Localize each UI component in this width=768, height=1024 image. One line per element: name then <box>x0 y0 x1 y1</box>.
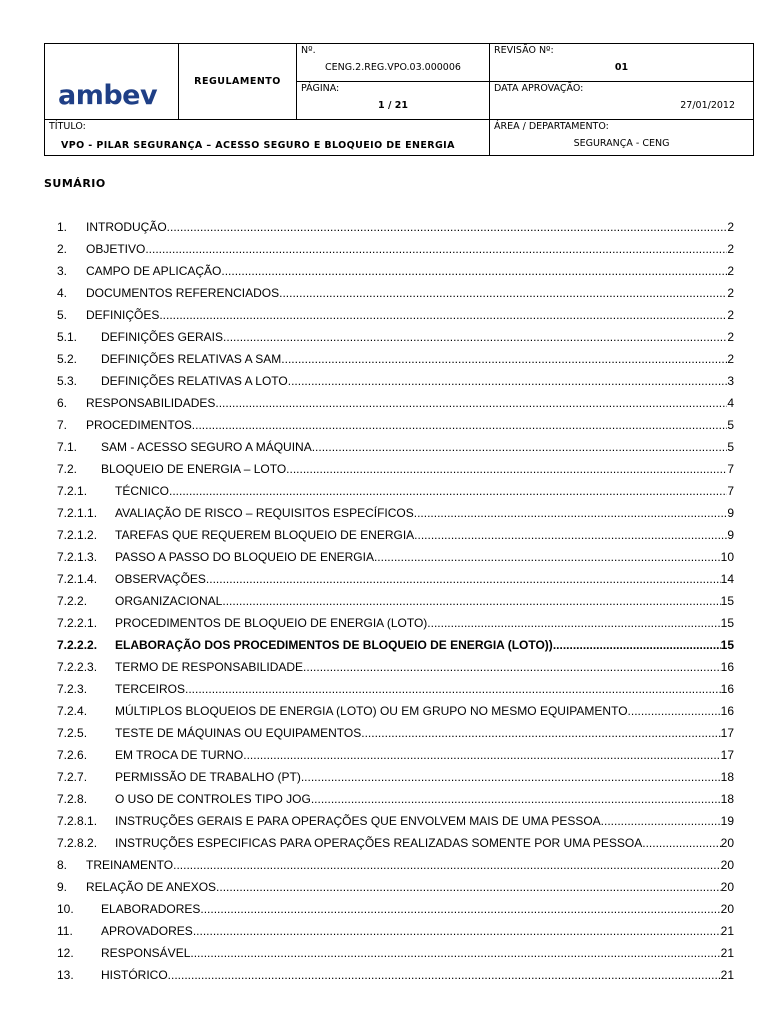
toc-entry[interactable] <box>57 744 734 766</box>
toc-label: RELAÇÃO DE ANEXOS <box>86 880 217 894</box>
toc-leader-dots <box>173 854 721 876</box>
toc-leader-dots <box>216 876 721 898</box>
toc-page-number: 16 <box>720 682 734 696</box>
toc-leader-dots <box>159 304 727 326</box>
toc-page-number: 21 <box>720 924 734 938</box>
logo-cell <box>45 44 179 120</box>
toc-page-number: 3 <box>727 374 734 388</box>
toc-page-number: 2 <box>727 242 734 256</box>
toc-label: AVALIAÇÃO DE RISCO – REQUISITOS ESPECÍFICOS <box>115 506 414 520</box>
toc-entry[interactable] <box>57 832 734 854</box>
toc-page-number: 20 <box>720 858 734 872</box>
toc-number: 8. <box>57 858 68 872</box>
toc-label: DEFINIÇÕES GERAIS <box>101 330 224 344</box>
toc-page-number: 2 <box>727 286 734 300</box>
toc-leader-dots <box>222 590 720 612</box>
toc-label: RESPONSABILIDADES <box>86 396 216 410</box>
toc-number: 2. <box>57 242 68 256</box>
number-cell <box>297 44 490 82</box>
toc-page-number: 18 <box>720 770 734 784</box>
toc-leader-dots <box>286 458 727 480</box>
toc-leader-dots <box>301 766 721 788</box>
toc-page-number: 2 <box>727 220 734 234</box>
toc-number: 7.2.8.2. <box>57 836 98 850</box>
toc-label: ELABORAÇÃO DOS PROCEDIMENTOS DE BLOQUEIO DE ENERGIA (LOTO)) <box>115 638 553 652</box>
area-label: ÁREA / DEPARTAMENTO: <box>494 121 609 132</box>
toc-page-number: 4 <box>727 396 734 410</box>
summary-heading: SUMÁRIO <box>44 177 106 190</box>
toc-entry[interactable] <box>57 414 734 436</box>
toc-label: PASSO A PASSO DO BLOQUEIO DE ENERGIA <box>115 550 374 564</box>
toc-entry[interactable] <box>57 612 734 634</box>
toc-leader-dots <box>361 722 720 744</box>
toc-leader-dots <box>215 392 727 414</box>
toc-page-number: 10 <box>720 550 734 564</box>
toc-entry[interactable] <box>57 634 734 656</box>
toc-leader-dots <box>553 634 721 656</box>
toc-label: TERCEIROS <box>115 682 186 696</box>
toc-number: 7.2.2.3. <box>57 660 98 674</box>
title-label: TÍTULO: <box>49 121 86 132</box>
area-value: SEGURANÇA - CENG <box>573 138 670 149</box>
toc-leader-dots <box>374 546 721 568</box>
toc-label: DOCUMENTOS REFERENCIADOS <box>86 286 280 300</box>
toc-number: 4. <box>57 286 68 300</box>
toc-entry[interactable] <box>57 502 734 524</box>
document-type: REGULAMENTO <box>179 44 297 120</box>
toc-number: 7.2.8. <box>57 792 88 806</box>
toc-leader-dots <box>223 326 727 348</box>
toc-page-number: 21 <box>720 968 734 982</box>
toc-entry[interactable] <box>57 722 734 744</box>
toc-number: 7.2.4. <box>57 704 88 718</box>
toc-label: APROVADORES <box>101 924 193 938</box>
toc-page-number: 16 <box>720 660 734 674</box>
toc-page-number: 17 <box>720 748 734 762</box>
toc-number: 9. <box>57 880 68 894</box>
toc-label: O USO DE CONTROLES TIPO JOG <box>115 792 311 806</box>
number-value: CENG.2.REG.VPO.03.000006 <box>325 62 461 73</box>
toc-entry[interactable] <box>57 260 734 282</box>
toc-label: EM TROCA DE TURNO <box>115 748 244 762</box>
toc-number: 7.1. <box>57 440 78 454</box>
approval-value: 27/01/2012 <box>680 100 735 111</box>
toc-entry[interactable] <box>57 942 734 964</box>
toc-entry[interactable] <box>57 524 734 546</box>
toc-label: TESTE DE MÁQUINAS OU EQUIPAMENTOS <box>115 726 362 740</box>
toc-page-number: 15 <box>720 616 734 630</box>
toc-page-number: 7 <box>727 484 734 498</box>
toc-page-number: 5 <box>727 440 734 454</box>
toc-label: CAMPO DE APLICAÇÃO <box>86 264 222 278</box>
toc-entry[interactable] <box>57 436 734 458</box>
toc-label: HISTÓRICO <box>101 968 168 982</box>
toc-entry[interactable] <box>57 458 734 480</box>
toc-label: INSTRUÇÕES ESPECIFICAS PARA OPERAÇÕES REALIZADAS SOMENTE POR UMA PESSOA <box>115 836 643 850</box>
toc-entry[interactable] <box>57 370 734 392</box>
toc-page-number: 18 <box>720 792 734 806</box>
toc-number: 7.2.7. <box>57 770 88 784</box>
toc-number: 7.2.8.1. <box>57 814 98 828</box>
toc-entry[interactable] <box>57 700 734 722</box>
toc-leader-dots <box>221 260 727 282</box>
revision-value: 01 <box>614 62 629 73</box>
toc-leader-dots <box>288 370 728 392</box>
toc-number: 5.3. <box>57 374 78 388</box>
toc-entry[interactable] <box>57 964 734 986</box>
toc-label: ELABORADORES <box>101 902 201 916</box>
toc-leader-dots <box>311 788 721 810</box>
toc-entry[interactable] <box>57 238 734 260</box>
toc-leader-dots <box>279 282 727 304</box>
toc-leader-dots <box>414 502 728 524</box>
toc-entry[interactable] <box>57 766 734 788</box>
toc-label: DEFINIÇÕES RELATIVAS A LOTO <box>101 374 288 388</box>
toc-label: PROCEDIMENTOS DE BLOQUEIO DE ENERGIA (LOTO) <box>115 616 428 630</box>
document-header <box>44 43 754 156</box>
approval-cell <box>490 82 754 120</box>
toc-label: PROCEDIMENTOS <box>86 418 192 432</box>
toc-number: 6. <box>57 396 68 410</box>
toc-leader-dots <box>628 700 721 722</box>
toc-number: 10. <box>57 902 74 916</box>
toc-page-number: 21 <box>720 946 734 960</box>
toc-label: BLOQUEIO DE ENERGIA – LOTO <box>101 462 287 476</box>
toc-number: 7. <box>57 418 68 432</box>
toc-entry[interactable] <box>57 898 734 920</box>
toc-label: OBSERVAÇÕES <box>115 572 206 586</box>
toc-entry[interactable] <box>57 854 734 876</box>
toc-entry[interactable] <box>57 876 734 898</box>
toc-leader-dots <box>414 524 727 546</box>
toc-leader-dots <box>167 216 728 238</box>
toc-number: 5.1. <box>57 330 78 344</box>
toc-entry[interactable] <box>57 788 734 810</box>
toc-number: 7.2.3. <box>57 682 88 696</box>
toc-label: DEFINIÇÕES <box>86 308 160 322</box>
toc-number: 7.2.1.2. <box>57 528 98 542</box>
toc-leader-dots <box>192 414 728 436</box>
toc-leader-dots <box>169 480 727 502</box>
toc-number: 7.2.2.2. <box>57 638 98 652</box>
toc-number: 7.2.6. <box>57 748 88 762</box>
toc-page-number: 16 <box>720 704 734 718</box>
toc-page-number: 2 <box>727 352 734 366</box>
toc-page-number: 15 <box>720 638 734 652</box>
toc-number: 13. <box>57 968 74 982</box>
toc-entry[interactable] <box>57 304 734 326</box>
toc-label: TÉCNICO <box>115 484 169 498</box>
toc-number: 7.2.1. <box>57 484 88 498</box>
toc-label: MÚLTIPLOS BLOQUEIOS DE ENERGIA (LOTO) OU EM GRUPO NO MESMO EQUIPAMENTO <box>115 704 628 718</box>
toc-label: INTRODUÇÃO <box>86 220 167 234</box>
toc-entry[interactable] <box>57 546 734 568</box>
toc-number: 7.2.1.1. <box>57 506 98 520</box>
toc-label: TREINAMENTO <box>86 858 174 872</box>
toc-label: ORGANIZACIONAL <box>115 594 223 608</box>
toc-number: 7.2. <box>57 462 78 476</box>
toc-page-number: 19 <box>720 814 734 828</box>
area-cell <box>490 120 754 156</box>
toc-page-number: 14 <box>720 572 734 586</box>
ambev-logo: ambev <box>58 80 158 111</box>
toc-entry[interactable] <box>57 282 734 304</box>
toc-entry[interactable] <box>57 392 734 414</box>
toc-label: TERMO DE RESPONSABILIDADE <box>115 660 304 674</box>
toc-page-number: 20 <box>720 836 734 850</box>
toc-entry[interactable] <box>57 216 734 238</box>
toc-label: SAM - ACESSO SEGURO A MÁQUINA <box>101 440 312 454</box>
toc-number: 1. <box>57 220 68 234</box>
toc-leader-dots <box>303 656 721 678</box>
approval-label: DATA APROVAÇÃO: <box>494 83 584 94</box>
number-label: Nº. <box>301 45 316 56</box>
document-title: VPO - PILAR SEGURANÇA – ACESSO SEGURO E BLOQUEIO DE ENERGIA <box>61 140 455 151</box>
toc-page-number: 7 <box>727 462 734 476</box>
toc-leader-dots <box>168 964 721 986</box>
toc-page-number: 17 <box>720 726 734 740</box>
toc-page-number: 20 <box>720 880 734 894</box>
toc-number: 5.2. <box>57 352 78 366</box>
toc-number: 5. <box>57 308 68 322</box>
toc-leader-dots <box>185 678 721 700</box>
toc-page-number: 9 <box>727 528 734 542</box>
toc-leader-dots <box>281 348 727 370</box>
toc-label: PERMISSÃO DE TRABALHO (PT) <box>115 770 301 784</box>
toc-page-number: 2 <box>727 330 734 344</box>
toc-entry[interactable] <box>57 590 734 612</box>
toc-entry[interactable] <box>57 920 734 942</box>
toc-entry[interactable] <box>57 810 734 832</box>
toc-number: 12. <box>57 946 74 960</box>
toc-number: 7.2.1.4. <box>57 572 98 586</box>
toc-entry[interactable] <box>57 678 734 700</box>
toc-leader-dots <box>427 612 720 634</box>
toc-leader-dots <box>193 920 721 942</box>
table-of-contents <box>57 216 734 986</box>
toc-label: DEFINIÇÕES RELATIVAS A SAM <box>101 352 282 366</box>
title-cell <box>45 120 490 156</box>
toc-leader-dots <box>601 810 721 832</box>
toc-label: TAREFAS QUE REQUEREM BLOQUEIO DE ENERGIA <box>115 528 415 542</box>
page-cell <box>297 82 490 120</box>
page-value: 1 / 21 <box>378 100 408 111</box>
page-label: PÁGINA: <box>301 83 340 94</box>
toc-page-number: 20 <box>720 902 734 916</box>
toc-leader-dots <box>190 942 720 964</box>
toc-number: 3. <box>57 264 68 278</box>
revision-label: REVISÃO Nº: <box>494 45 554 56</box>
toc-number: 7.2.2.1. <box>57 616 98 630</box>
toc-page-number: 2 <box>727 308 734 322</box>
toc-entry[interactable] <box>57 326 734 348</box>
toc-label: INSTRUÇÕES GERAIS E PARA OPERAÇÕES QUE ENVOLVEM MAIS DE UMA PESSOA <box>115 814 601 828</box>
toc-leader-dots <box>206 568 721 590</box>
toc-page-number: 9 <box>727 506 734 520</box>
toc-page-number: 2 <box>727 264 734 278</box>
toc-label: RESPONSÁVEL <box>101 946 191 960</box>
toc-number: 11. <box>57 924 73 938</box>
toc-leader-dots <box>312 436 728 458</box>
toc-page-number: 15 <box>720 594 734 608</box>
toc-leader-dots <box>642 832 720 854</box>
toc-number: 7.2.2. <box>57 594 88 608</box>
toc-leader-dots <box>145 238 727 260</box>
toc-label: OBJETIVO <box>86 242 146 256</box>
toc-page-number: 5 <box>727 418 734 432</box>
toc-entry[interactable] <box>57 348 734 370</box>
toc-leader-dots <box>243 744 720 766</box>
toc-entry[interactable] <box>57 480 734 502</box>
toc-number: 7.2.1.3. <box>57 550 98 564</box>
revision-cell <box>490 44 754 82</box>
toc-entry[interactable] <box>57 568 734 590</box>
toc-leader-dots <box>200 898 720 920</box>
toc-number: 7.2.5. <box>57 726 88 740</box>
toc-entry[interactable] <box>57 656 734 678</box>
